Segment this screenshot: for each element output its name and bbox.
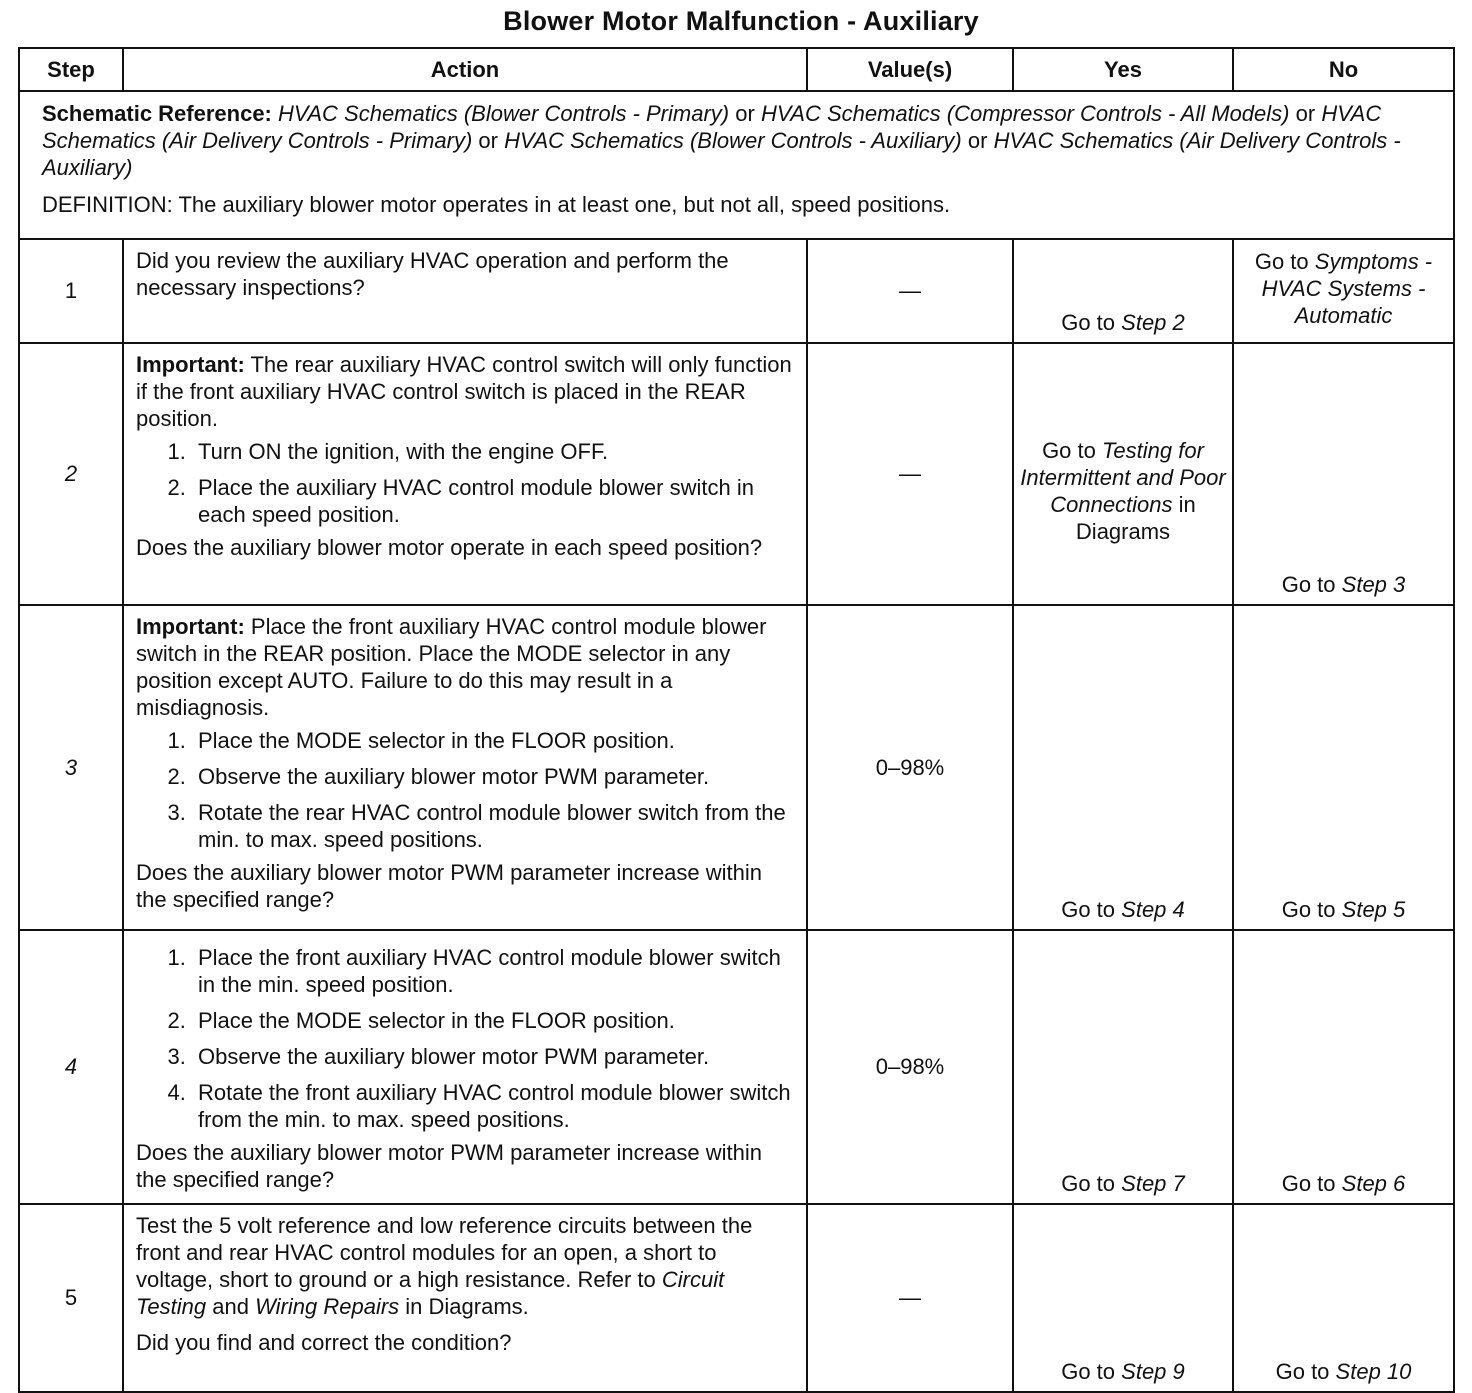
step-value: —: [807, 239, 1013, 343]
list-item: 1. Place the MODE selector in the FLOOR position.: [192, 727, 792, 754]
doc-link[interactable]: Wiring Repairs: [255, 1294, 400, 1319]
list-item: 3. Observe the auxiliary blower motor PWM parameter.: [192, 1043, 792, 1070]
important-note: [136, 613, 792, 721]
action-list: [136, 438, 792, 528]
table-row: [19, 343, 1454, 605]
step-link[interactable]: Step 9: [1121, 1359, 1185, 1384]
step-link[interactable]: Step 4: [1121, 897, 1185, 922]
reference-link[interactable]: HVAC Schematics (Blower Controls - Auxiliary): [504, 128, 962, 153]
goto-text: Go to: [1061, 1359, 1116, 1384]
list-item: 2. Observe the auxiliary blower motor PWM parameter.: [192, 763, 792, 790]
header-action: Action: [123, 48, 807, 91]
step-action: [123, 605, 807, 930]
step-link[interactable]: Step 6: [1341, 1171, 1406, 1196]
yes-cell: [1013, 605, 1233, 930]
list-item: 1. Turn ON the ignition, with the engine OFF.: [192, 438, 792, 465]
goto-suffix: in Diagrams: [1075, 492, 1196, 544]
yes-cell: [1013, 930, 1233, 1204]
list-item: 2. Place the auxiliary HVAC control module blower switch in each speed position.: [192, 474, 792, 528]
action-question: Did you find and correct the condition?: [136, 1330, 512, 1355]
action-question: Does the auxiliary blower motor operate in each speed position?: [136, 535, 763, 560]
step-action: [123, 239, 807, 343]
step-link[interactable]: Testing for Intermittent and Poor Connections: [1020, 438, 1226, 517]
step-value: 0–98%: [807, 605, 1013, 930]
goto-text: Go to: [1275, 1359, 1330, 1384]
reference-or: or: [478, 128, 498, 153]
action-text: [136, 1212, 792, 1320]
important-label: Important:: [136, 352, 245, 377]
step-action: [123, 1204, 807, 1392]
no-cell: [1233, 605, 1454, 930]
important-text: Place the front auxiliary HVAC control module blower switch in the REAR position. Place the MODE selector in any position except AUTO. Failure to do this may result in a misdiagnosis.: [136, 614, 767, 720]
table-row: [19, 239, 1454, 343]
step-number: 4: [19, 930, 123, 1204]
step-number: 3: [19, 605, 123, 930]
no-cell: [1233, 1204, 1454, 1392]
yes-cell: [1013, 343, 1233, 605]
list-item: 2. Place the MODE selector in the FLOOR position.: [192, 1007, 792, 1034]
goto-text: Go to: [1254, 249, 1309, 274]
goto-text: Go to: [1281, 897, 1336, 922]
header-no: No: [1233, 48, 1454, 91]
reference-or: or: [967, 128, 988, 153]
yes-cell: [1013, 1204, 1233, 1392]
action-text-part: and: [212, 1294, 249, 1319]
goto-text: Go to: [1061, 897, 1116, 922]
important-text: The rear auxiliary HVAC control switch will only function if the front auxiliary HVAC control switch is placed in the REAR position.: [136, 352, 792, 431]
definition-text: DEFINITION: The auxiliary blower motor operates in at least one, but not all, speed positions.: [42, 192, 951, 217]
step-number: 2: [19, 343, 123, 605]
action-list: [136, 727, 792, 853]
table-row: [19, 1204, 1454, 1392]
diagnostic-table: [18, 47, 1455, 1393]
list-item: 3. Rotate the rear HVAC control module blower switch from the min. to max. speed positions.: [192, 799, 792, 853]
step-link[interactable]: Step 3: [1341, 572, 1406, 597]
goto-text: Go to: [1281, 572, 1336, 597]
action-question: Does the auxiliary blower motor PWM parameter increase within the specified range?: [136, 860, 763, 912]
action-text-part: in Diagrams.: [405, 1294, 529, 1319]
step-action: [123, 343, 807, 605]
yes-cell: [1013, 239, 1233, 343]
reference-link[interactable]: HVAC Schematics (Air Delivery Controls - Auxiliary): [42, 128, 1401, 180]
no-cell: [1233, 930, 1454, 1204]
header-row: [19, 48, 1454, 91]
step-link[interactable]: Step 2: [1121, 310, 1185, 335]
step-value: —: [807, 1204, 1013, 1392]
header-step: Step: [19, 48, 123, 91]
reference-link[interactable]: HVAC Schematics (Air Delivery Controls - Primary): [42, 101, 1382, 153]
step-link[interactable]: Step 10: [1335, 1359, 1412, 1384]
step-number: 1: [19, 239, 123, 343]
action-text: Did you review the auxiliary HVAC operation and perform the necessary inspections?: [136, 248, 729, 300]
action-text-part: Test the 5 volt reference and low reference circuits between the front and rear HVAC control modules for an open, a short to voltage, short to ground or a high resistance. Refer to: [136, 1213, 753, 1292]
goto-text: Go to: [1281, 1171, 1336, 1196]
list-item: 4. Rotate the front auxiliary HVAC control module blower switch from the min. to max. speed positions.: [192, 1079, 792, 1133]
step-number: 5: [19, 1204, 123, 1392]
doc-link[interactable]: Circuit Testing: [136, 1267, 725, 1319]
goto-text: Go to: [1061, 1171, 1116, 1196]
list-item: 1. Place the front auxiliary HVAC control module blower switch in the min. speed position.: [192, 944, 792, 998]
step-value: 0–98%: [807, 930, 1013, 1204]
reference-or: or: [1295, 101, 1316, 126]
schematic-reference: [19, 91, 1454, 239]
reference-link[interactable]: HVAC Schematics (Compressor Controls - All Models): [760, 101, 1290, 126]
page-title: Blower Motor Malfunction - Auxiliary: [503, 6, 979, 36]
step-link[interactable]: Step 7: [1121, 1171, 1185, 1196]
reference-row: [19, 91, 1454, 239]
step-value: —: [807, 343, 1013, 605]
header-values: Value(s): [807, 48, 1013, 91]
table-row: [19, 605, 1454, 930]
action-list: [136, 944, 792, 1133]
header-yes: Yes: [1013, 48, 1233, 91]
important-label: Important:: [136, 614, 245, 639]
step-action: [123, 930, 807, 1204]
no-cell: [1233, 239, 1454, 343]
reference-label: Schematic Reference:: [42, 101, 272, 126]
action-question: Does the auxiliary blower motor PWM parameter increase within the specified range?: [136, 1140, 763, 1192]
table-row: [19, 930, 1454, 1204]
goto-text: Go to: [1061, 310, 1116, 335]
no-cell: [1233, 343, 1454, 605]
reference-or: or: [735, 101, 755, 126]
goto-text: Go to: [1042, 438, 1096, 463]
reference-link[interactable]: HVAC Schematics (Blower Controls - Primary): [278, 101, 730, 126]
step-link[interactable]: Step 5: [1341, 897, 1406, 922]
important-note: [136, 351, 792, 432]
step-link[interactable]: Symptoms - HVAC Systems - Automatic: [1261, 249, 1433, 328]
